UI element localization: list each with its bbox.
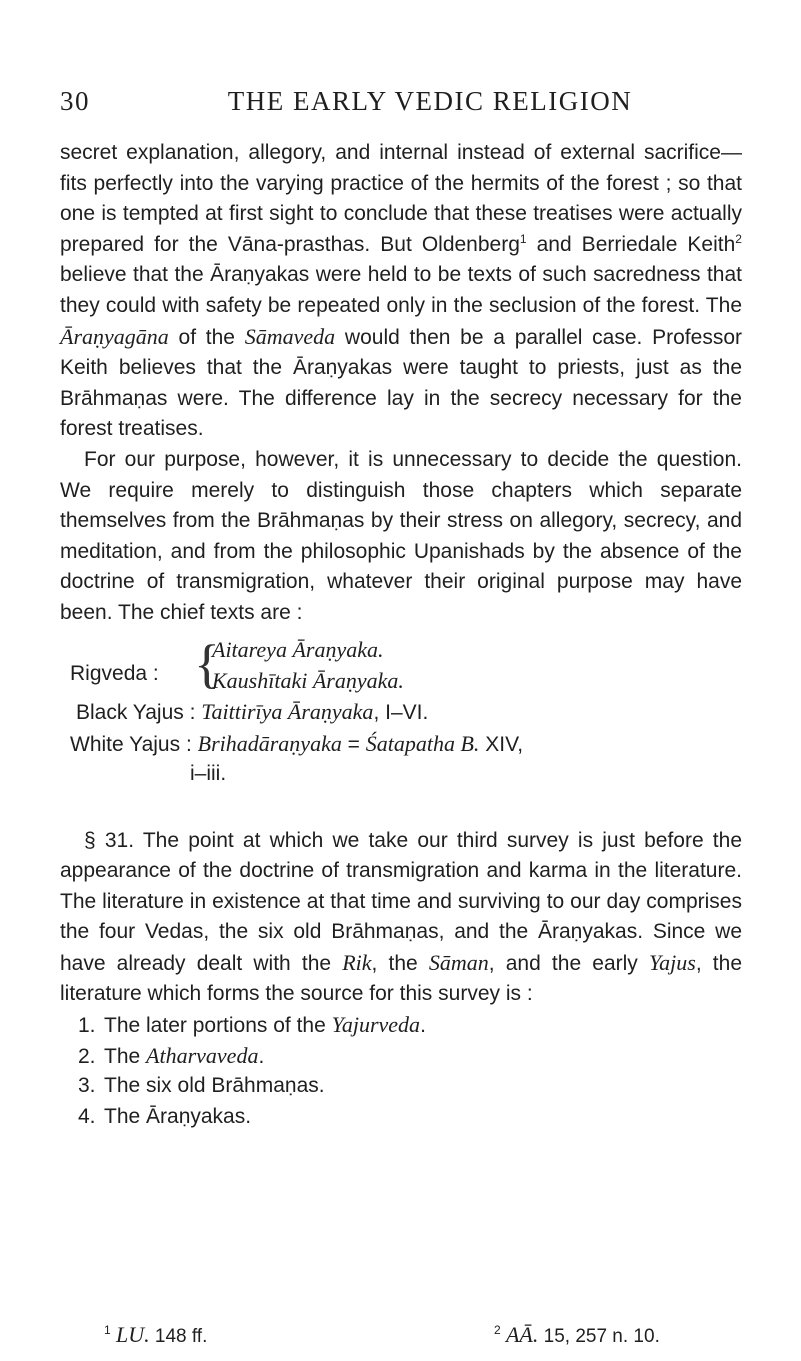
page-number: 30 xyxy=(60,86,90,116)
text-span: would then be a parallel case. Professor Keith believes that the Āraṇyakas were taught to priests, just as the Brāhmaṇas were. The difference lay in the secrecy necessary for the forest treatises. xyxy=(60,325,742,441)
list-item xyxy=(60,1102,742,1133)
black-yajus-range: , I–VI. xyxy=(373,700,429,724)
footnote-ref-2: 2 xyxy=(735,231,742,246)
text-span: and Berriedale Keith xyxy=(526,232,736,256)
footnote-text: 148 ff. xyxy=(149,1326,208,1347)
italic-title: Sāman xyxy=(428,949,489,975)
body-text xyxy=(60,138,742,1132)
footnote-ref-1: 1 xyxy=(519,231,527,246)
white-yajus-label: White Yajus : xyxy=(70,732,192,756)
italic-title: Rik xyxy=(342,949,372,975)
list-text: The xyxy=(104,1044,147,1068)
black-yajus-label: Black Yajus : xyxy=(76,700,196,724)
italic-title: Yajus xyxy=(648,949,696,975)
list-italic: Yajurveda xyxy=(331,1012,421,1038)
list-number: 4. xyxy=(78,1104,96,1128)
paragraph-2: For our purpose, however, it is unnecessary to decide the question. We require merely to distinguish those chapters which separate themselves from the Brāhmaṇas by their stress on allegory, secrecy, and meditation, and from the philosophic Upanishads by the absence of the doctrine of transmigration, whatever their original purpose may have been. The chief texts are : xyxy=(60,447,742,624)
running-header xyxy=(60,86,740,126)
footnote-number: 1 xyxy=(104,1323,111,1337)
white-yajus-book: XIV, xyxy=(479,732,524,756)
list-number: 2. xyxy=(78,1044,96,1068)
text-span: believe that the Āraṇyakas were held to be texts of such sacredness that they could with safety be repeated only in the seclusion of the forest. The xyxy=(60,263,742,317)
list-text: The six old Brāhmaṇas. xyxy=(104,1074,325,1098)
footnote-abbrev: LU. xyxy=(115,1322,150,1347)
footnote-abbrev: AĀ. xyxy=(505,1322,539,1347)
paragraph-1 xyxy=(60,138,742,445)
running-title: THE EARLY VEDIC RELIGION xyxy=(227,86,633,116)
italic-title: Āraṇyagāna xyxy=(60,323,169,349)
list-end: . xyxy=(420,1014,426,1038)
black-yajus-row xyxy=(76,697,428,729)
list-item xyxy=(60,1071,742,1102)
list-number: 1. xyxy=(78,1014,96,1038)
white-yajus-text: Brihadāraṇyaka xyxy=(197,730,342,756)
list-number: 3. xyxy=(78,1074,96,1098)
chief-texts-list xyxy=(60,631,742,826)
list-text: The Āraṇyakas. xyxy=(104,1104,252,1128)
black-yajus-text: Taittirīya Āraṇyaka xyxy=(201,698,374,724)
white-yajus-continued: i–iii. xyxy=(190,761,227,785)
source-list xyxy=(60,1010,742,1132)
text-span: § 31. The point at which we take our third survey is just before the appearance of the doctrine of transmigration and karma in the literature. The literature in existence at that time and surviving to our day comprises the four Vedas, the six old Brāhmaṇas, and the Āraṇyakas. Since we have already dealt with the xyxy=(60,828,742,975)
footnote-1 xyxy=(104,1322,207,1348)
equals-sign: = xyxy=(341,732,366,756)
italic-title: Sāmaveda xyxy=(244,323,336,349)
text-span: , the xyxy=(371,951,429,975)
list-item xyxy=(60,1010,742,1041)
text-span: secret explanation, allegory, and internal instead of external sacrifice—fits perfectly into the varying practice of the hermits of the forest ; so that one is tempted at first sight to conclude that these treatises were actually prepared for the Vāna-prasthas. But Oldenberg xyxy=(60,141,742,256)
list-end: . xyxy=(258,1044,265,1068)
list-italic: Atharvaveda xyxy=(146,1042,259,1068)
rigveda-label: Rigveda : xyxy=(70,661,159,685)
footnote-text: 15, 257 n. 10. xyxy=(538,1326,660,1347)
footnote-number: 2 xyxy=(494,1323,501,1337)
brace-glyph: { xyxy=(194,633,220,694)
list-text: The later portions of the xyxy=(104,1014,332,1038)
list-item xyxy=(60,1041,742,1072)
rigveda-text-b: Kaushītaki Āraṇyaka. xyxy=(212,667,404,693)
satapatha-title: Śatapatha B. xyxy=(365,730,480,756)
white-yajus-row xyxy=(70,729,523,761)
text-span: of the xyxy=(168,325,245,349)
text-span: , the literature which forms the source for this survey is : xyxy=(60,951,742,1006)
text-span: , and the early xyxy=(488,951,649,975)
paragraph-section-31 xyxy=(60,826,742,1011)
footnote-2 xyxy=(494,1322,660,1348)
rigveda-text-a: Aitareya Āraṇyaka. xyxy=(212,636,384,662)
